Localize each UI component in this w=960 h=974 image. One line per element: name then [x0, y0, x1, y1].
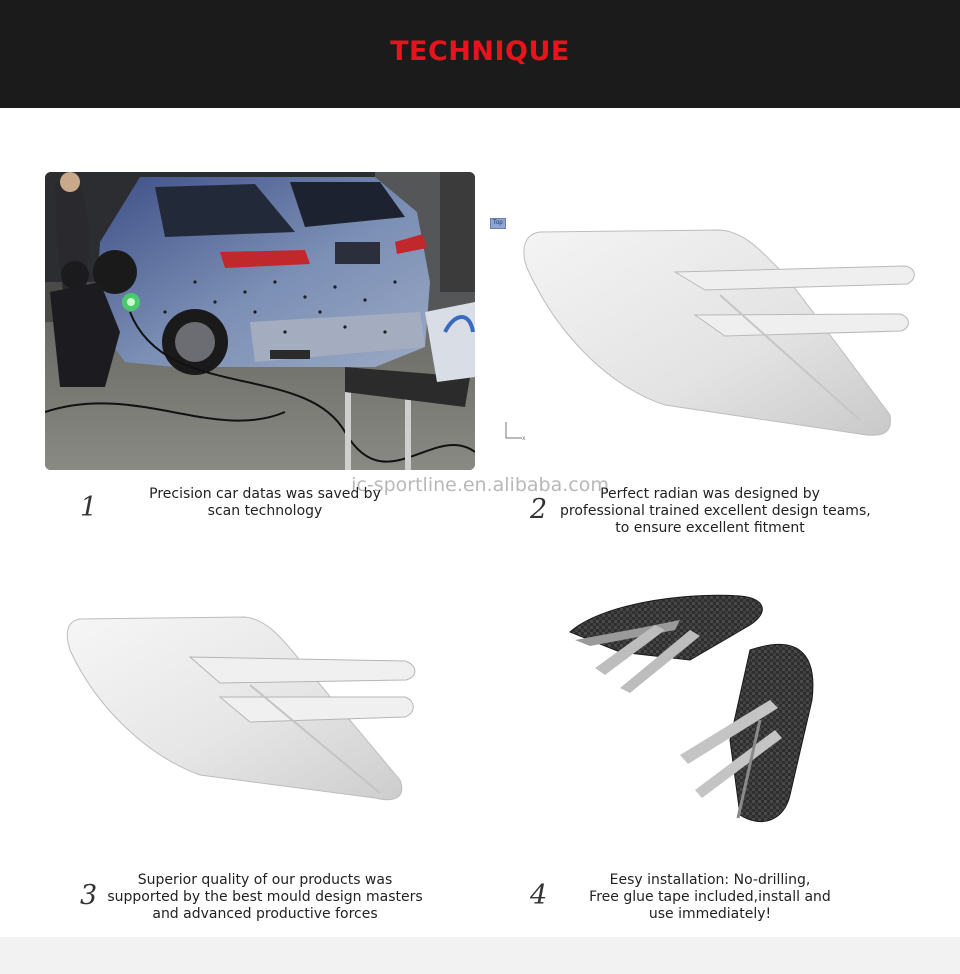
step-number-4: 4: [530, 880, 548, 911]
cad-render-side-vent: [515, 220, 920, 445]
caption-line: Eesy installation: No-drilling,: [609, 872, 811, 888]
caption-line: Precision car datas was saved by: [149, 486, 381, 502]
caption-line: to ensure excellent fitment: [615, 520, 805, 536]
cad-view-label: Top: [490, 218, 506, 229]
header-bar: [0, 0, 960, 108]
footer-band: [0, 937, 960, 974]
step-number-1: 1: [80, 492, 98, 523]
caption-line: use immediately!: [648, 906, 772, 922]
caption-line: scan technology: [207, 503, 323, 519]
caption-line: Free glue tape included,install and: [589, 889, 831, 905]
page-title: TECHNIQUE: [390, 36, 570, 67]
caption-line: professional trained excellent design teams,: [560, 503, 871, 519]
caption-step-3: [100, 872, 430, 923]
white-side-vent-product: [60, 605, 420, 810]
caption-step-4: [570, 872, 850, 923]
caption-step-1: [120, 486, 410, 520]
carbon-fiber-side-vents-pair: [560, 590, 820, 830]
scan-photo: [45, 172, 475, 470]
svg-text:x: x: [522, 435, 526, 442]
step-number-3: 3: [80, 880, 98, 911]
caption-line: and advanced productive forces: [152, 906, 378, 922]
step-number-2: 2: [530, 494, 548, 525]
caption-line: Superior quality of our products was: [137, 872, 393, 888]
caption-step-2: [560, 486, 871, 537]
axis-icon: [502, 420, 528, 442]
caption-line: Perfect radian was designed by: [600, 486, 820, 502]
scan-photo-illustration: [45, 172, 475, 470]
watermark: ic-sportline.en.alibaba.com: [351, 474, 609, 496]
caption-line: supported by the best mould design masters: [107, 889, 423, 905]
